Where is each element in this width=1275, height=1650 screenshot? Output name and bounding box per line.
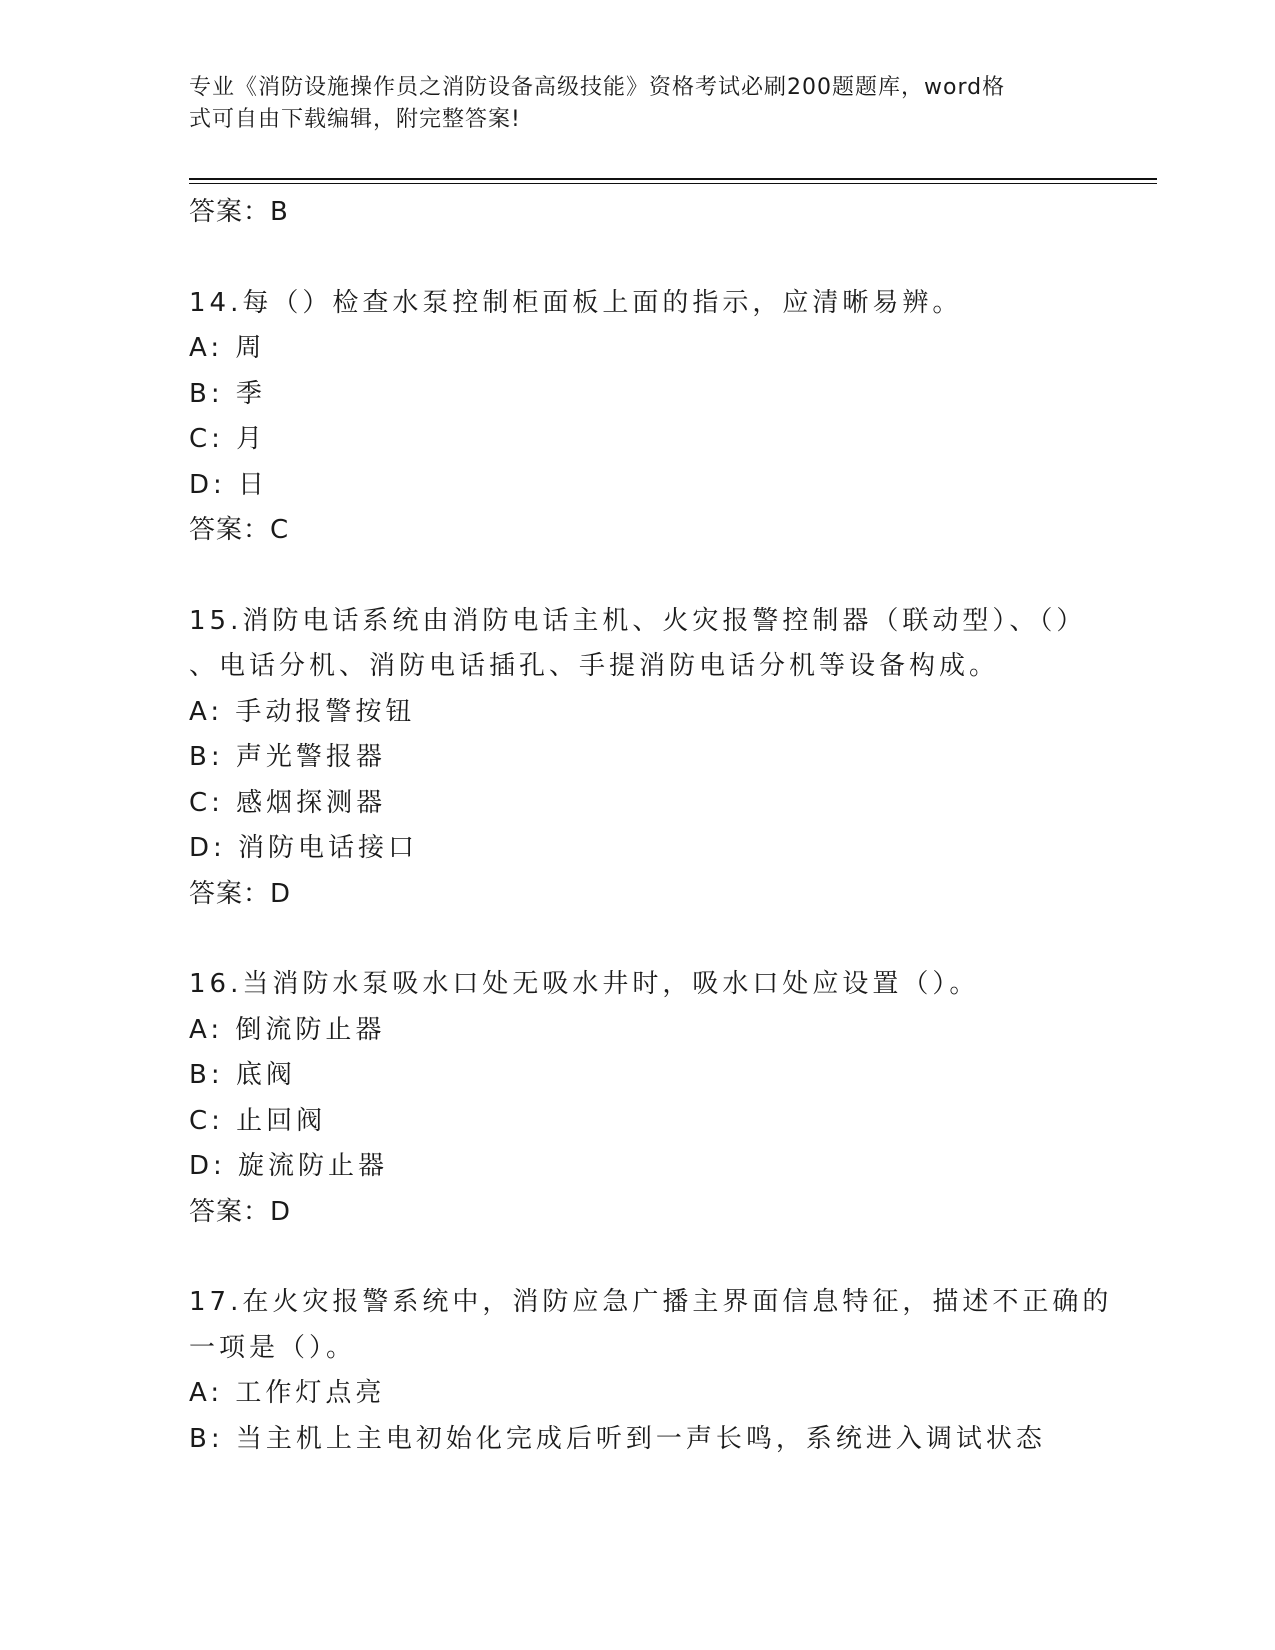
spacer <box>189 554 1089 599</box>
question-stem-continued: 、电话分机、消防电话插孔、手提消防电话分机等设备构成。 <box>189 651 1000 681</box>
option-a: A: 工作灯点亮 <box>189 1378 386 1408</box>
spacer <box>189 1235 1089 1280</box>
spacer <box>189 917 1089 962</box>
option-d: D: 旋流防止器 <box>189 1151 389 1181</box>
header-line-1: 专业《消防设施操作员之消防设备高级技能》资格考试必刷200题题库，word格 <box>189 75 1006 100</box>
question-list <box>189 190 1113 1462</box>
answer-line: 答案：B <box>189 197 289 227</box>
option-a: A: 周 <box>189 333 266 363</box>
option-b: B: 当主机上主电初始化完成后听到一声长鸣，系统进入调试状态 <box>189 1423 1046 1454</box>
question-block <box>189 962 1089 1235</box>
question-stem: 17.在火灾报警系统中，消防应急广播主界面信息特征，描述不正确的 <box>189 1287 1113 1317</box>
spacer <box>189 236 1089 281</box>
option-b: B: 声光警报器 <box>189 742 386 772</box>
question-stem: 16.当消防水泵吸水口处无吸水井时，吸水口处应设置（）。 <box>189 969 980 999</box>
answer-line: 答案：D <box>189 878 292 909</box>
option-b: B: 季 <box>189 378 266 409</box>
option-d: D: 消防电话接口 <box>189 833 419 863</box>
option-c: C: 感烟探测器 <box>189 787 387 818</box>
question-block <box>189 1280 1113 1462</box>
header-divider-thick <box>189 178 1157 180</box>
question-block <box>189 281 1089 554</box>
option-d: D: 日 <box>189 469 269 500</box>
question-stem: 14.每（）检查水泵控制柜面板上面的指示，应清晰易辨。 <box>189 287 963 318</box>
question-stem: 15.消防电话系统由消防电话主机、火灾报警控制器（联动型）、（） <box>189 605 1087 636</box>
option-c: C: 止回阀 <box>189 1105 327 1136</box>
option-c: C: 月 <box>189 424 267 454</box>
answer-line: 答案：D <box>189 1196 292 1227</box>
header-line-2: 式可自由下载编辑，附完整答案! <box>189 107 521 132</box>
question-block <box>189 599 1089 918</box>
document-header <box>189 72 1069 136</box>
question-stem-continued: 一项是（）。 <box>189 1332 357 1363</box>
answer-line: 答案：C <box>189 515 290 545</box>
option-a: A: 手动报警按钮 <box>189 696 416 727</box>
option-a: A: 倒流防止器 <box>189 1014 386 1045</box>
option-b: B: 底阀 <box>189 1060 296 1090</box>
header-divider-thin <box>189 183 1157 184</box>
